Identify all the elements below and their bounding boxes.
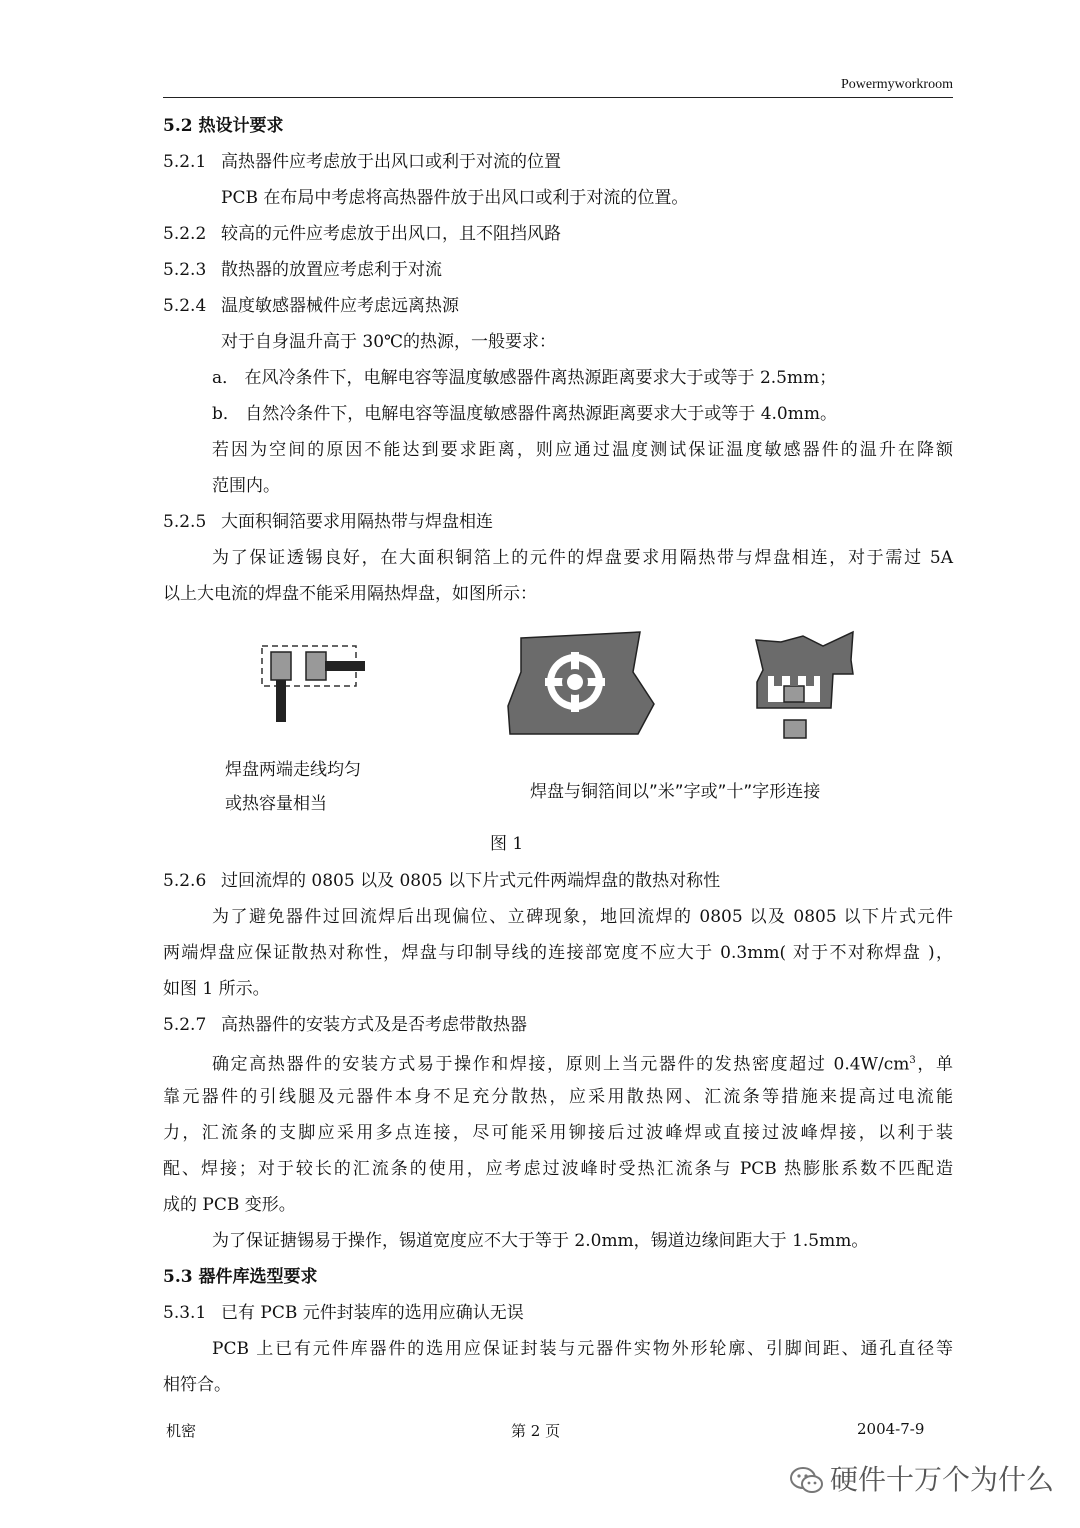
symmetric-pad-diagram	[262, 646, 365, 722]
heading-title: 过回流焊的 0805 以及 0805 以下片式元件两端焊盘的散热对称性	[221, 871, 721, 891]
heading-5-2-1	[163, 150, 953, 174]
heading-5-2-2	[163, 222, 953, 246]
figure-1	[163, 630, 953, 750]
list-item-b: b． 自然冷条件下，电解电容等温度敏感器件离热源距离要求大于或等于 4.0mm。	[212, 404, 837, 424]
figure-1-drawing	[163, 630, 953, 750]
watermark-text: 硬件十万个为什么	[830, 1463, 1055, 1496]
heading-number: 5.2.4	[163, 296, 207, 316]
header-text: Powermyworkroom	[841, 77, 953, 92]
footer-left: 机密	[166, 1422, 197, 1440]
thermal-relief-cross-diagram	[508, 632, 654, 734]
footer-center: 第 2 页	[511, 1422, 561, 1440]
heading-number: 5.3.1	[163, 1303, 207, 1323]
paragraph-5-2-7-line3: 力，汇流条的支脚应采用多点连接，尽可能采用铆接后过波峰焊或直接过波峰焊接，以利于装	[163, 1123, 953, 1143]
footer-right: 2004-7-9	[857, 1420, 925, 1438]
heading-title: 已有 PCB 元件封装库的选用应确认无误	[221, 1303, 524, 1323]
section-5-3-heading: 5.3 器件库选型要求	[163, 1267, 318, 1287]
heading-title: 高热器件应考虑放于出风口或利于对流的位置	[221, 152, 561, 172]
caption-left-line2: 或热容量相当	[225, 794, 327, 814]
wechat-icon	[790, 1466, 824, 1496]
paragraph-5-2-4-line1: 若因为空间的原因不能达到要求距离，则应通过温度测试保证温度敏感器件的温升在降额	[212, 440, 953, 460]
heading-number: 5.2.3	[163, 260, 207, 280]
heading-number: 5.2.6	[163, 871, 207, 891]
paragraph-5-2-4-intro: 对于自身温升高于 30℃的热源，一般要求：	[221, 332, 557, 352]
paragraph-5-2-7-p2: 为了保证搪锡易于操作，锡道宽度应不大于等于 2.0mm，锡道边缘间距大于 1.5mm。	[212, 1231, 869, 1251]
heading-5-2-7	[163, 1013, 953, 1037]
paragraph-5-2-4-line2: 范围内。	[212, 476, 280, 496]
heading-5-2-4	[163, 294, 953, 318]
heading-5-2-6	[163, 869, 953, 893]
heading-5-2-5	[163, 510, 953, 534]
caption-right: 焊盘与铜箔间以”米”字或”十”字形连接	[530, 782, 821, 802]
heading-number: 5.2.2	[163, 224, 207, 244]
heading-title: 较高的元件应考虑放于出风口，且不阻挡风路	[221, 224, 561, 244]
paragraph-5-2-5-line1: 为了保证透锡良好，在大面积铜箔上的元件的焊盘要求用隔热带与焊盘相连，对于需过 5A	[212, 548, 953, 568]
heading-title: 温度敏感器械件应考虑远离热源	[221, 296, 459, 316]
paragraph-5-3-1-line2: 相符合。	[163, 1375, 231, 1395]
paragraph-5-2-5-line2: 以上大电流的焊盘不能采用隔热焊盘，如图所示：	[163, 584, 537, 604]
section-5-2-heading: 5.2 热设计要求	[163, 116, 284, 136]
heading-5-2-3	[163, 258, 953, 282]
paragraph-5-3-1-line1: PCB 上已有元件库器件的选用应保证封装与元器件实物外形轮廓、引脚间距、通孔直径等	[212, 1339, 953, 1359]
heading-number: 5.2.1	[163, 152, 207, 172]
paragraph-5-2-6-line1: 为了避免器件过回流焊后出现偏位、立碑现象，地回流焊的 0805 以及 0805 以下片式元件	[212, 907, 953, 927]
paragraph-5-2-1: PCB 在布局中考虑将高热器件放于出风口或利于对流的位置。	[221, 188, 689, 208]
page-header	[163, 77, 953, 98]
paragraph-text-end: ，单	[915, 1054, 954, 1075]
paragraph-5-2-7-line5: 成的 PCB 变形。	[163, 1195, 296, 1215]
heading-title: 散热器的放置应考虑利于对流	[221, 260, 442, 280]
heading-5-3-1	[163, 1301, 953, 1325]
paragraph-5-2-7-line4: 配、焊接；对于较长的汇流条的使用，应考虑过波峰时受热汇流条与 PCB 热膨胀系数不匹配造	[163, 1159, 953, 1179]
superscript: 3	[909, 1055, 916, 1066]
caption-left-line1: 焊盘两端走线均匀	[225, 760, 361, 780]
heading-number: 5.2.7	[163, 1015, 207, 1035]
heading-title: 大面积铜箔要求用隔热带与焊盘相连	[221, 512, 493, 532]
paragraph-5-2-7-line2: 靠元器件的引线腿及元器件本身不足充分散热，应采用散热网、汇流条等措施来提高过电流能	[163, 1087, 953, 1107]
list-item-a: a． 在风冷条件下，电解电容等温度敏感器件离热源距离要求大于或等于 2.5mm；	[212, 368, 837, 388]
paragraph-5-2-6-line2: 两端焊盘应保证散热对称性，焊盘与印制导线的连接部宽度不应大于 0.3mm( 对于不对称焊盘 )，	[163, 943, 953, 963]
heading-number: 5.2.5	[163, 512, 207, 532]
paragraph-5-2-7-line1	[212, 1049, 953, 1077]
figure-label: 图 1	[490, 834, 524, 854]
watermark	[790, 1458, 1054, 1498]
paragraph-5-2-6-line3: 如图 1 所示。	[163, 979, 270, 999]
paragraph-text: 确定高热器件的安装方式易于操作和焊接，原则上当元器件的发热密度超过 0.4W/cm	[212, 1054, 910, 1075]
heading-title: 高热器件的安装方式及是否考虑带散热器	[221, 1015, 527, 1035]
thermal-relief-tee-diagram	[756, 632, 853, 738]
